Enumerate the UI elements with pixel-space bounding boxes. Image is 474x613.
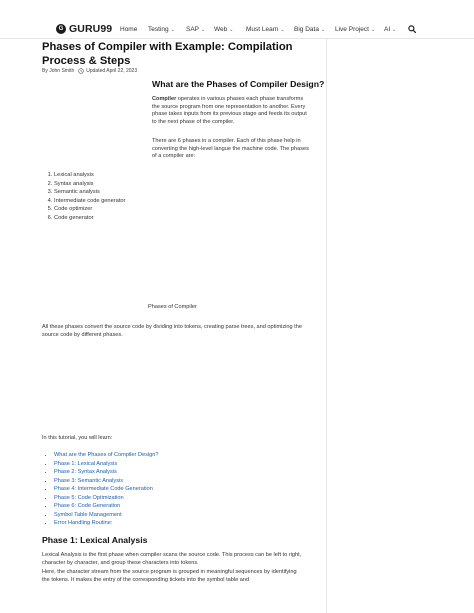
- section-heading-phases: What are the Phases of Compiler Design?: [152, 79, 325, 89]
- nav-label: AI: [384, 26, 391, 33]
- nav-must-learn[interactable]: [246, 26, 285, 33]
- toc-item: [54, 460, 158, 469]
- toc-link-intermediate-code[interactable]: Phase 4: Intermediate Code Generation: [54, 486, 153, 492]
- toc-link-syntax-analysis[interactable]: Phase 2: Syntax Analysis: [54, 469, 117, 475]
- byline: [42, 68, 137, 74]
- toc-item: [54, 485, 158, 494]
- nav-label: SAP: [186, 26, 200, 33]
- toc-item: [54, 502, 158, 511]
- lexical-text-1: Lexical Analysis is the first phase when compiler scans the source code. This process can be left to right, character by character, and group these characters into tokens.: [42, 552, 302, 567]
- nav-label: Must Learn: [246, 26, 279, 33]
- lexical-text-2: Here, the character stream from the source program is grouped in meaningful sequences by identifying the tokens. It makes the entry of the corresponding tickets into the symbol table and: [42, 568, 297, 583]
- body-paragraph: All these phases convert the source code by dividing into tokens, creating parse trees, and optimizing the source code by different phases.: [42, 324, 302, 339]
- guru99-logo[interactable]: [56, 23, 112, 35]
- page-title: Phases of Compiler with Example: Compilation Process & Steps: [42, 41, 293, 67]
- nav-ai[interactable]: [384, 26, 396, 33]
- updated-date: Updated April 22, 2023: [86, 68, 138, 74]
- chevron-down-icon: ⌄: [280, 26, 285, 33]
- nav-label: Home: [120, 26, 138, 33]
- clock-icon: [78, 68, 84, 74]
- chevron-down-icon: ⌄: [320, 26, 326, 33]
- intro-text: operates in various phases each phase transforms the source program from one representation to another. Every phase takes inputs from its previous stage and feeds its output to the next phase of the compiler.: [152, 96, 307, 125]
- section-heading-lexical: Phase 1: Lexical Analysis: [42, 535, 148, 545]
- nav-label: Live Project: [335, 26, 369, 33]
- tutorial-intro: In this tutorial, you will learn:: [42, 435, 113, 441]
- intro-paragraph: [152, 96, 312, 126]
- phase-list: [42, 171, 125, 222]
- chevron-down-icon: ⌄: [170, 26, 175, 33]
- toc-item: [54, 451, 158, 460]
- top-navbar: [0, 0, 474, 39]
- logo-text: GURU99: [69, 23, 113, 35]
- toc-link-phases-of-compiler[interactable]: What are the Phases of Compiler Design?: [54, 452, 159, 458]
- toc-item: [54, 511, 158, 520]
- toc-link-lexical-analysis[interactable]: Phase 1: Lexical Analysis: [54, 460, 118, 467]
- lexical-paragraph: [42, 551, 304, 584]
- nav-web[interactable]: [214, 26, 233, 33]
- search-icon[interactable]: [408, 25, 416, 33]
- toc-item: [54, 468, 158, 477]
- toc-link-code-generation[interactable]: Phase 6: Code Generation: [54, 503, 121, 509]
- toc-item: [54, 494, 158, 503]
- logo-icon: G: [56, 24, 66, 34]
- list-item: 5. Code optimizer: [54, 205, 125, 214]
- chevron-down-icon: ⌄: [201, 26, 206, 33]
- toc-link-code-optimization[interactable]: Phase 5: Code Optimization: [54, 494, 124, 501]
- chevron-down-icon: ⌄: [370, 26, 376, 33]
- nav-label: Big Data: [294, 26, 319, 33]
- chevron-down-icon: ⌄: [392, 26, 397, 33]
- nav-big-data[interactable]: [294, 26, 325, 33]
- sidebar-divider: [326, 38, 327, 613]
- author[interactable]: By John Smith: [42, 68, 75, 74]
- list-item: 6. Code generator: [54, 214, 125, 223]
- nav-sap[interactable]: [186, 26, 205, 33]
- figure-caption: Phases of Compiler: [148, 304, 197, 310]
- toc-link-semantic-analysis[interactable]: Phase 3: Semantic Analysis: [54, 477, 124, 484]
- toc-item: [54, 477, 158, 486]
- intro-bold-term: Compiler: [152, 96, 177, 102]
- toc-item: [54, 519, 158, 528]
- nav-label: Web: [214, 26, 228, 33]
- list-item: 1. Lexical analysis: [54, 171, 125, 180]
- toc-link-symbol-table[interactable]: Symbol Table Management: [54, 511, 122, 518]
- nav-home[interactable]: [120, 26, 137, 33]
- intro-paragraph-2: There are 6 phases in a compiler. Each of this phase help in converting the high-level langue the machine code. The phases of a compiler are:: [152, 138, 309, 160]
- list-item: 2. Syntax analysis: [54, 180, 125, 189]
- toc-link-error-handling[interactable]: Error Handling Routine:: [54, 520, 113, 526]
- table-of-contents: [42, 451, 158, 528]
- nav-testing[interactable]: [148, 26, 175, 33]
- chevron-down-icon: ⌄: [229, 26, 234, 33]
- nav-label: Testing: [148, 26, 169, 33]
- nav-live-project[interactable]: [335, 26, 375, 33]
- list-item: 4. Intermediate code generator: [54, 197, 125, 206]
- list-item: 3. Semantic analysis: [54, 188, 125, 197]
